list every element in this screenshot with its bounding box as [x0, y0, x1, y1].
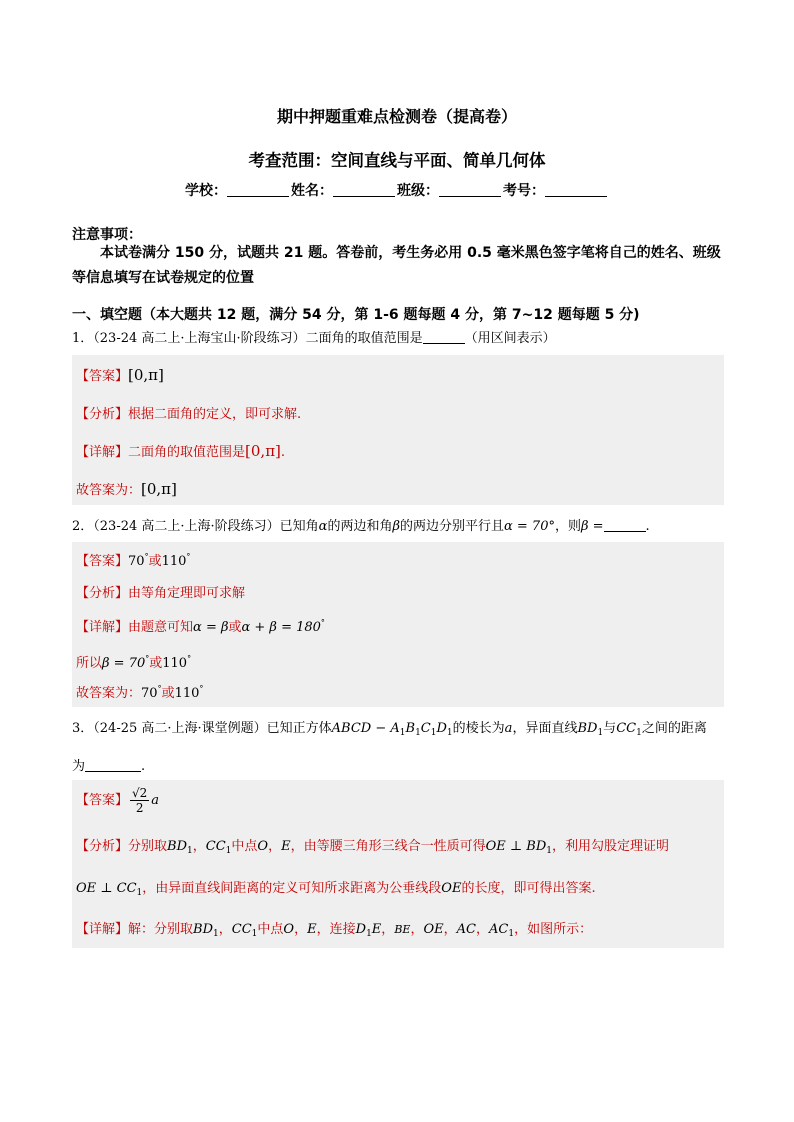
class-blank[interactable]: [439, 182, 501, 197]
question-2: 2．（23-24 高二上·上海·阶段练习）已知角α的两边和角β的两边分别平行且α = 70°，则β = .: [72, 519, 650, 534]
q2-answer: 【答案】70°或110°: [76, 552, 191, 569]
q1-analysis: 【分析】根据二面角的定义，即可求解.: [76, 407, 302, 422]
q1-stem-tail: （用区间表示）: [464, 331, 556, 346]
class-label: 班级：: [397, 183, 439, 199]
notice-heading: 注意事项：: [72, 227, 142, 243]
q3-analysis: 【分析】分别取$BD_1$，$CC_1$中点O，E，由等腰三角形三线合一性质可得OE ⊥ $BD_1$，利用勾股定理证明: [76, 839, 669, 856]
q1-solution-box: [72, 355, 724, 505]
question-3-cont: 为 .: [72, 759, 146, 774]
question-1: [72, 328, 724, 350]
q3-answer-fraction: $\frac{√2}{2}$: [132, 786, 148, 815]
name-blank[interactable]: [333, 182, 395, 197]
section-heading: 一、填空题（本大题共 12 题，满分 54 分，第 1-6 题每题 4 分，第 7~12 题每题 5 分): [72, 307, 640, 323]
student-info-line: [0, 180, 794, 200]
q3-analysis-cont: OE ⊥ $CC_1$，由异面直线间距离的定义可知所求距离为公垂线段OE的长度，即可得出答案.: [76, 881, 596, 898]
q1-stem: 1．（23-24 高二上·上海宝山·阶段练习）二面角的取值范围是: [72, 331, 423, 346]
q2-blank[interactable]: [604, 518, 646, 532]
school-label: 学校：: [185, 183, 227, 199]
q2-sofar: 所以β = 70°或110°: [76, 654, 192, 671]
question-3: 3．（24-25 高二·上海·课堂例题）已知正方体ABCD − $A_1B_1C_1D_1$的棱长为a，异面直线$BD_1$与$CC_1$之间的距离: [72, 721, 707, 738]
q2-solution-box: [72, 542, 724, 707]
exam-title: 期中押题重难点检测卷（提高卷）: [276, 107, 517, 126]
name-label: 姓名：: [291, 183, 333, 199]
number-blank[interactable]: [545, 182, 607, 197]
q1-conclusion: 故答案为：[0,π]: [76, 480, 177, 498]
q3-answer: 【答案】 $\frac{√2}{2}$ a: [76, 786, 160, 815]
q3-detail: 【详解】解：分别取$BD_1$，$CC_1$中点O，E，连接$D_1E$，BE，OE，AC，$AC_1$，如图所示：: [76, 922, 593, 939]
q2-analysis: 【分析】由等角定理即可求解: [76, 586, 246, 601]
q1-blank[interactable]: [423, 330, 465, 344]
q1-detail: 【详解】二面角的取值范围是[0,π].: [76, 442, 286, 460]
number-label: 考号：: [503, 183, 545, 199]
school-blank[interactable]: [227, 182, 289, 197]
q3-blank[interactable]: [85, 758, 141, 772]
q1-answer: 【答案】[0,π]: [76, 366, 164, 384]
q3-solution-box: [72, 780, 724, 948]
q2-conclusion: 故答案为：70°或110°: [76, 684, 204, 701]
exam-subtitle: 考查范围：空间直线与平面、简单几何体: [248, 151, 546, 170]
notice-text: 本试卷满分 150 分，试题共 21 题。答卷前，考生务必用 0.5 毫米黑色签字笔将自己的姓名、班级等信息填写在试卷规定的位置: [72, 245, 721, 286]
q2-detail: 【详解】由题意可知α = β或α + β = 180°: [76, 618, 325, 635]
